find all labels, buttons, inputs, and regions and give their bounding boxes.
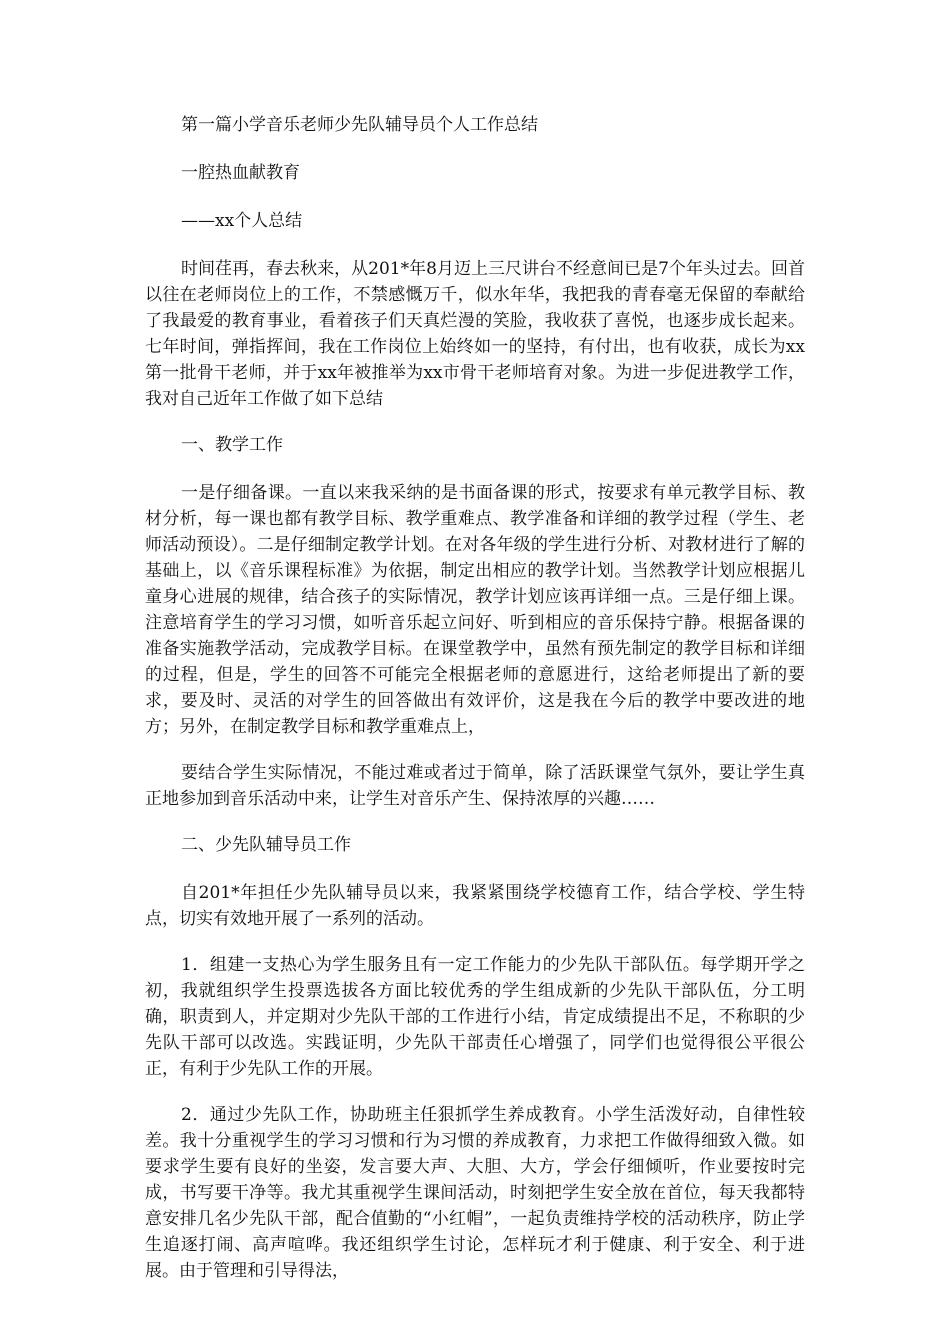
list-item: 1．组建一支热心为学生服务且有一定工作能力的少先队干部队伍。每学期开学之初，我就组织学生投票选拔各方面比较优秀的学生组成新的少先队干部队伍，分工明确，职责到人，并定期对少先队干部的工作进行小结，肯定成绩提出不足，不称职的少先队干部可以改选。实践证明，少先队干部责任心增强了，同学们也觉得很公平很公正，有利于少先队工作的开展。 <box>145 955 805 1079</box>
section-heading-young-pioneers: 二、少先队辅导员工作 <box>181 835 351 855</box>
intro-paragraph: 时间荏再，春去秋来，从201*年8月迈上三尺讲台不经意间已是7个年头过去。回首以往在老师岗位上的工作，不禁感慨万千，似水年华，我把我的青春毫无保留的奉献给了我最爱的教育事业，看着孩子们天真烂漫的笑脸，我收获了喜悦，也逐步成长起来。七年时间，弹指挥间，我在工作岗位上始终如一的坚持，有付出，也有收获，成长为xx第一批骨干老师，并于xx年被推举为xx市骨干老师培育对象。为进一步促进教学工作，我对自己近年工作做了如下总结 <box>145 259 805 409</box>
document-byline: ——xx个人总结 <box>181 211 303 231</box>
list-item: 2．通过少先队工作，协助班主任狠抓学生养成教育。小学生活泼好动，自律性较差。我十分重视学生的学习习惯和行为习惯的养成教育，力求把工作做得细致入微。如要求学生要有良好的坐姿，发言要大声、大胆、大方，学会仔细倾听，作业要按时完成，书写要干净等。我尤其重视学生课间活动，时刻把学生安全放在首位，每天我都特意安排几名少先队干部，配合值勤的“小红帽”，一起负责维持学校的活动秩序，防止学生追逐打闹、高声喧哗。我还组织学生讨论，怎样玩才利于健康、利于安全、利于进展。由于管理和引导得法， <box>145 1105 805 1281</box>
teaching-paragraph: 一是仔细备课。一直以来我采纳的是书面备课的形式，按要求有单元教学目标、教材分析，每一课也都有教学目标、教学重难点、教学准备和详细的教学过程（学生、老师活动预设）。二是仔细制定教学计划。在对各年级的学生进行分析、对教材进行了解的基础上，以《音乐课程标准》为依据，制定出相应的教学计划。当然教学计划应根据儿童身心进展的规律，结合孩子的实际情况，教学计划应该再详细一点。三是仔细上课。注意培育学生的学习习惯，如听音乐起立问好、听到相应的音乐保持宁静。根据备课的准备实施教学活动，完成教学目标。在课堂教学中，虽然有预先制定的教学目标和详细的过程，但是，学生的回答不可能完全根据老师的意愿进行，这给老师提出了新的要求，要及时、灵活的对学生的回答做出有效评价，这是我在今后的教学中要改进的地方；另外，在制定教学目标和教学重难点上， <box>145 483 805 737</box>
document-body <box>145 112 805 1304</box>
document-title: 第一篇小学音乐老师少先队辅导员个人工作总结 <box>181 115 538 135</box>
section-heading-teaching: 一、教学工作 <box>181 435 283 455</box>
young-pioneers-intro: 自201*年担任少先队辅导员以来，我紧紧围绕学校德育工作，结合学校、学生特点，切实有效地开展了一系列的活动。 <box>145 883 805 929</box>
teaching-paragraph-continued: 要结合学生实际情况，不能过难或者过于简单，除了活跃课堂气氛外，要让学生真正地参加到音乐活动中来，让学生对音乐产生、保持浓厚的兴趣…… <box>145 763 805 809</box>
document-subtitle: 一腔热血献教育 <box>181 163 300 183</box>
